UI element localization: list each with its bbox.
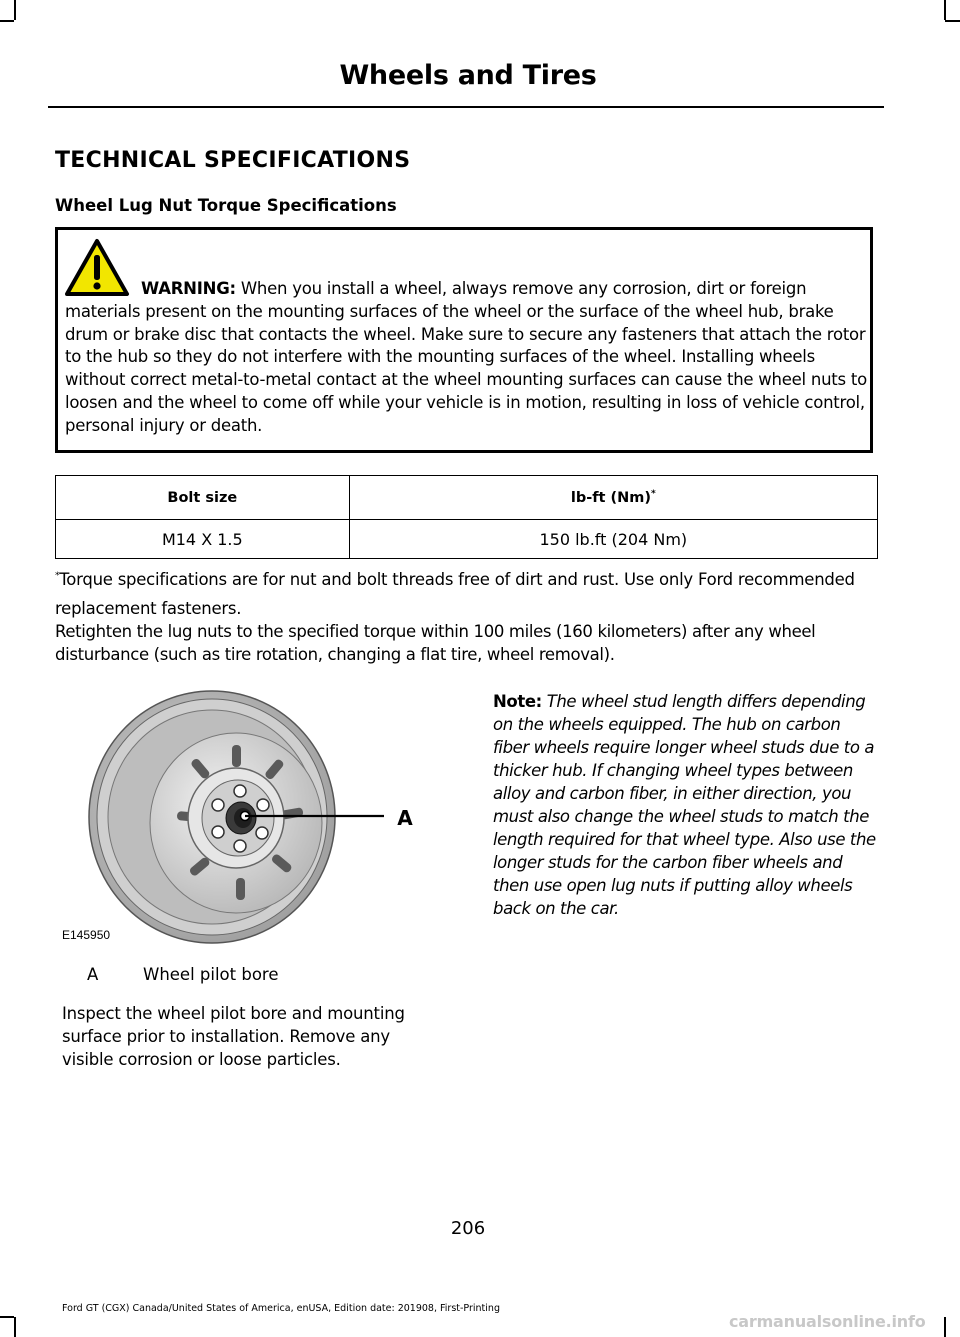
figure-legend-item	[87, 965, 279, 984]
header-divider	[48, 106, 884, 108]
crop-mark	[944, 1317, 946, 1337]
note-label: Note:	[493, 692, 542, 711]
warning-body: When you install a wheel, always remove any corrosion, dirt or foreign materials present on the mounting surfaces of the wheel or the surface of the wheel hub, brake drum or brake disc that contacts the wheel. Make sure to secure any fasteners that attach the rotor to the hub so they do not interfere with the mounting surfaces of the wheel. Installing wheels without correct metal-to-metal contact at the wheel mounting surfaces can cause the wheel nuts to loosen and the wheel to come off while your vehicle is in motion, resulting in loss of vehicle control, personal injury or death.	[65, 279, 867, 435]
crop-mark	[0, 1316, 14, 1318]
page-header-title: Wheels and Tires	[339, 60, 597, 91]
table-header-cell	[349, 476, 877, 520]
crop-mark	[14, 0, 16, 20]
note-text: The wheel stud length differs depending on the wheels equipped. The hub on carbon fiber wheels require longer wheel studs due to a thicker hub. If changing wheel types between alloy and carbon fiber, in either direction, you must also change the wheel studs to match the length required for that wheel type. Also use the longer studs for the carbon fiber wheels and then use open lug nuts if putting alloy wheels back on the car.	[493, 692, 876, 918]
wheel-illustration	[62, 688, 442, 946]
warning-text	[65, 278, 871, 438]
callout-label-a: A	[397, 806, 413, 830]
crop-mark	[0, 20, 14, 22]
legend-key: A	[87, 965, 99, 984]
footnote-marker: *	[651, 489, 656, 500]
table-header-row	[56, 476, 878, 520]
header-torque: lb-ft (Nm)	[570, 489, 652, 506]
table-row	[56, 520, 878, 559]
legend-label: Wheel pilot bore	[143, 965, 279, 984]
table-cell: 150 lb.ft (204 Nm)	[349, 520, 877, 559]
warning-label: WARNING:	[141, 279, 236, 298]
page-number: 206	[450, 1218, 486, 1239]
warning-box	[55, 227, 873, 453]
footnote	[55, 562, 885, 623]
footnote-text: Torque specifications are for nut and bolt threads free of dirt and rust. Use only Ford recommended replacement fasteners.	[55, 570, 855, 618]
crop-mark	[945, 20, 960, 22]
retighten-paragraph: Retighten the lug nuts to the specified torque within 100 miles (160 kilometers) after any wheel disturbance (such as tire rotation, changing a flat tire, wheel removal).	[55, 622, 816, 664]
edition-footer: Ford GT (CGX) Canada/United States of America, enUSA, Edition date: 201908, First-Printing	[62, 1303, 500, 1314]
footnote-marker: *	[55, 571, 60, 581]
section-title: TECHNICAL SPECIFICATIONS	[55, 148, 411, 173]
header-bolt-size: Bolt size	[167, 489, 238, 506]
crop-mark	[14, 1317, 16, 1337]
inspect-paragraph: Inspect the wheel pilot bore and mounting surface prior to installation. Remove any visible corrosion or loose particles.	[62, 1004, 405, 1069]
table-cell: M14 X 1.5	[56, 520, 350, 559]
figure-id: E145950	[62, 928, 111, 942]
watermark-text: carmanualsonline.info	[729, 1312, 926, 1331]
table-header-cell	[56, 476, 350, 520]
crop-mark	[944, 0, 946, 20]
torque-spec-table	[55, 475, 878, 559]
note-paragraph	[493, 690, 878, 920]
subsection-title: Wheel Lug Nut Torque Specifications	[55, 196, 397, 215]
